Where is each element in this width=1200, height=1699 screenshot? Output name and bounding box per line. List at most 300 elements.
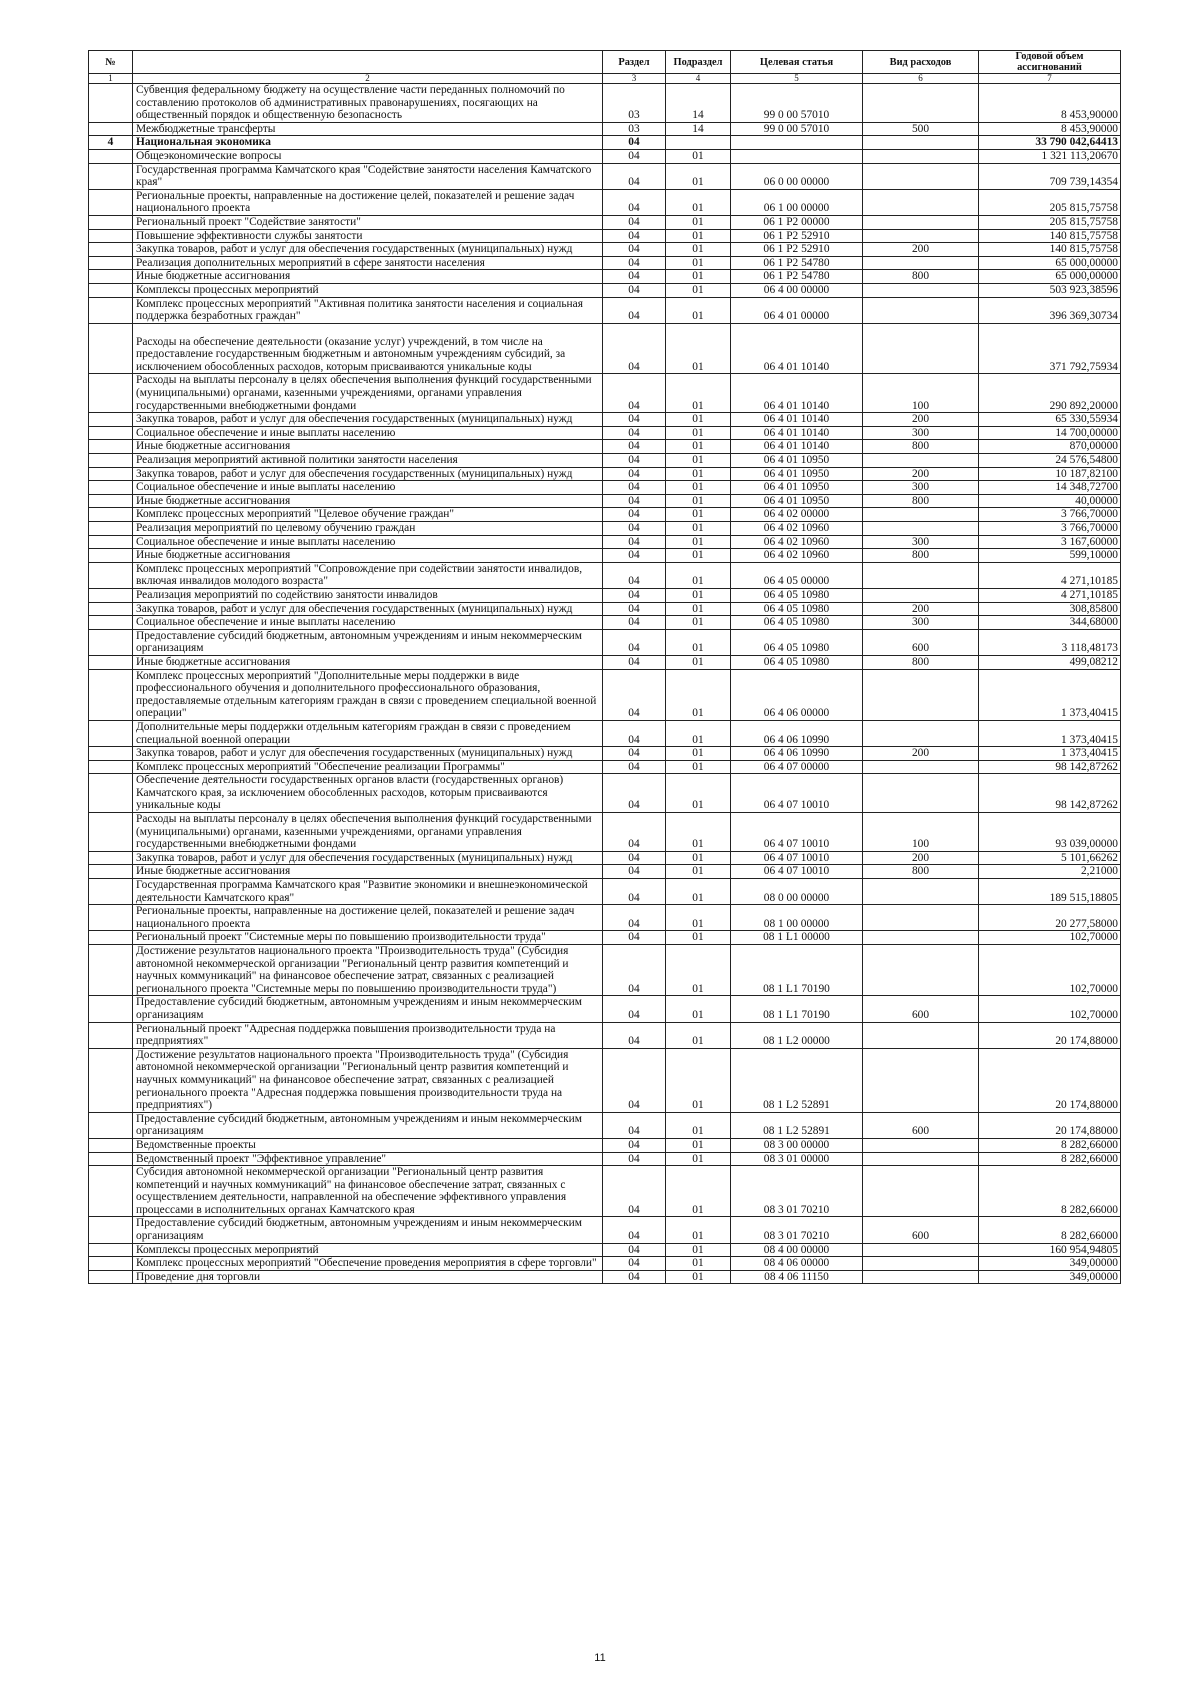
row-podrazdel: 01: [666, 522, 731, 536]
row-amount: 3 766,70000: [979, 508, 1121, 522]
row-vid: [863, 297, 979, 323]
row-amount: 503 923,38596: [979, 283, 1121, 297]
row-vid: 200: [863, 851, 979, 865]
row-name: Социальное обеспечение и иные выплаты населению: [133, 616, 603, 630]
table-row: [89, 163, 1121, 189]
row-podrazdel: 01: [666, 413, 731, 427]
table-row: [89, 256, 1121, 270]
row-name: Иные бюджетные ассигнования: [133, 270, 603, 284]
table-row: [89, 747, 1121, 761]
row-vid: [863, 931, 979, 945]
row-number: [89, 323, 133, 374]
row-number: [89, 163, 133, 189]
row-statya: 06 4 02 00000: [731, 508, 863, 522]
row-razdel: 04: [603, 215, 666, 229]
row-razdel: 04: [603, 163, 666, 189]
row-amount: 1 373,40415: [979, 669, 1121, 720]
row-razdel: 04: [603, 454, 666, 468]
row-name: Иные бюджетные ассигнования: [133, 440, 603, 454]
row-number: 4: [89, 136, 133, 150]
row-amount: 8 282,66000: [979, 1152, 1121, 1166]
row-statya: 08 4 06 11150: [731, 1270, 863, 1284]
column-number-row: [89, 74, 1121, 84]
row-number: [89, 1217, 133, 1243]
row-amount: 499,08212: [979, 655, 1121, 669]
row-statya: 06 1 Р2 52910: [731, 243, 863, 257]
row-podrazdel: 01: [666, 467, 731, 481]
row-podrazdel: 01: [666, 256, 731, 270]
row-statya: 08 3 01 00000: [731, 1152, 863, 1166]
table-row: [89, 616, 1121, 630]
row-podrazdel: 14: [666, 84, 731, 123]
row-razdel: 04: [603, 549, 666, 563]
row-vid: [863, 454, 979, 468]
row-name: Комплекс процессных мероприятий "Сопровождение при содействии занятости инвалидов, включая инвалидов молодого возраста": [133, 562, 603, 588]
table-row: [89, 931, 1121, 945]
row-razdel: 04: [603, 616, 666, 630]
row-number: [89, 508, 133, 522]
row-amount: 290 892,20000: [979, 374, 1121, 413]
row-statya: 08 1 L1 70190: [731, 945, 863, 996]
page-number: 11: [594, 1652, 606, 1664]
row-podrazdel: 01: [666, 440, 731, 454]
row-name: Иные бюджетные ассигнования: [133, 549, 603, 563]
row-razdel: 04: [603, 588, 666, 602]
row-number: [89, 440, 133, 454]
row-number: [89, 602, 133, 616]
row-name: Предоставление субсидий бюджетным, автономным учреждениям и иным некоммерческим организациям: [133, 996, 603, 1022]
row-razdel: 04: [603, 813, 666, 852]
row-name: Реализация дополнительных мероприятий в сфере занятости населения: [133, 256, 603, 270]
row-name: Комплекс процессных мероприятий "Обеспечение проведения мероприятия в сфере торговли": [133, 1257, 603, 1271]
row-razdel: 04: [603, 426, 666, 440]
row-podrazdel: 01: [666, 481, 731, 495]
row-number: [89, 774, 133, 813]
row-amount: 349,00000: [979, 1257, 1121, 1271]
row-razdel: 04: [603, 297, 666, 323]
row-razdel: 04: [603, 720, 666, 746]
row-vid: [863, 1022, 979, 1048]
row-vid: 600: [863, 996, 979, 1022]
row-amount: 870,00000: [979, 440, 1121, 454]
row-vid: [863, 905, 979, 931]
table-row: [89, 1022, 1121, 1048]
row-statya: 06 1 Р2 52910: [731, 229, 863, 243]
row-statya: 06 4 07 10010: [731, 774, 863, 813]
row-statya: 06 4 01 10950: [731, 481, 863, 495]
row-podrazdel: 01: [666, 655, 731, 669]
table-row: [89, 122, 1121, 136]
row-amount: 40,00000: [979, 494, 1121, 508]
row-amount: 1 373,40415: [979, 747, 1121, 761]
row-razdel: 04: [603, 508, 666, 522]
row-statya: 08 1 00 00000: [731, 905, 863, 931]
row-podrazdel: 01: [666, 851, 731, 865]
row-name: Предоставление субсидий бюджетным, автономным учреждениям и иным некоммерческим организациям: [133, 1217, 603, 1243]
table-row: [89, 1257, 1121, 1271]
table-row: [89, 189, 1121, 215]
row-podrazdel: 01: [666, 535, 731, 549]
row-vid: 200: [863, 243, 979, 257]
table-row: [89, 1217, 1121, 1243]
row-amount: 8 282,66000: [979, 1166, 1121, 1217]
row-podrazdel: 01: [666, 374, 731, 413]
row-vid: 300: [863, 426, 979, 440]
row-razdel: 04: [603, 1166, 666, 1217]
table-body: [89, 84, 1121, 1284]
row-vid: 200: [863, 413, 979, 427]
row-name: Комплекс процессных мероприятий "Целевое обучение граждан": [133, 508, 603, 522]
row-name: Проведение дня торговли: [133, 1270, 603, 1284]
row-number: [89, 522, 133, 536]
row-podrazdel: 01: [666, 774, 731, 813]
row-statya: 08 1 L2 00000: [731, 1022, 863, 1048]
table-row: [89, 229, 1121, 243]
row-razdel: 04: [603, 1112, 666, 1138]
row-name: Иные бюджетные ассигнования: [133, 865, 603, 879]
row-podrazdel: 01: [666, 879, 731, 905]
row-vid: [863, 323, 979, 374]
row-number: [89, 1152, 133, 1166]
row-vid: [863, 945, 979, 996]
row-amount: 93 039,00000: [979, 813, 1121, 852]
table-row: [89, 851, 1121, 865]
row-vid: [863, 256, 979, 270]
row-name: Предоставление субсидий бюджетным, автономным учреждениям и иным некоммерческим организациям: [133, 629, 603, 655]
row-statya: 06 4 05 00000: [731, 562, 863, 588]
row-vid: [863, 720, 979, 746]
row-statya: 06 0 00 00000: [731, 163, 863, 189]
row-vid: 500: [863, 122, 979, 136]
table-row: [89, 508, 1121, 522]
row-podrazdel: 01: [666, 669, 731, 720]
row-amount: 20 174,88000: [979, 1112, 1121, 1138]
row-podrazdel: 01: [666, 426, 731, 440]
row-number: [89, 588, 133, 602]
row-amount: 4 271,10185: [979, 588, 1121, 602]
table-row: [89, 655, 1121, 669]
row-razdel: 04: [603, 851, 666, 865]
row-number: [89, 996, 133, 1022]
row-razdel: 04: [603, 865, 666, 879]
row-statya: [731, 149, 863, 163]
row-number: [89, 1243, 133, 1257]
row-name: Социальное обеспечение и иные выплаты населению: [133, 535, 603, 549]
row-name: Закупка товаров, работ и услуг для обеспечения государственных (муниципальных) нужд: [133, 243, 603, 257]
row-number: [89, 562, 133, 588]
row-razdel: 04: [603, 655, 666, 669]
table-row: [89, 549, 1121, 563]
row-number: [89, 297, 133, 323]
row-name: Региональный проект "Системные меры по повышению производительности труда": [133, 931, 603, 945]
row-number: [89, 149, 133, 163]
table-row: [89, 588, 1121, 602]
row-name: Расходы на выплаты персоналу в целях обеспечения выполнения функций государственными (муниципальными) органами, казенными учреждениями, органами управления государственными внебюджетными фондами: [133, 813, 603, 852]
row-name: Обеспечение деятельности государственных органов власти (государственных органов) Камчатского края, за исключением обособленных расходов, которым присваиваются уникальные коды: [133, 774, 603, 813]
row-razdel: 04: [603, 945, 666, 996]
column-number: 5: [731, 74, 863, 84]
row-statya: 06 4 07 10010: [731, 813, 863, 852]
row-number: [89, 535, 133, 549]
row-statya: [731, 136, 863, 150]
row-amount: 20 174,88000: [979, 1048, 1121, 1112]
row-vid: [863, 163, 979, 189]
table-row: [89, 1243, 1121, 1257]
row-statya: 06 4 07 00000: [731, 760, 863, 774]
table-row: [89, 760, 1121, 774]
row-statya: 08 4 06 00000: [731, 1257, 863, 1271]
column-number: 3: [603, 74, 666, 84]
row-vid: [863, 760, 979, 774]
row-amount: 102,70000: [979, 931, 1121, 945]
row-amount: 3 118,48173: [979, 629, 1121, 655]
row-vid: 800: [863, 440, 979, 454]
row-razdel: 04: [603, 602, 666, 616]
header-vid: Вид расходов: [863, 51, 979, 74]
row-name: Иные бюджетные ассигнования: [133, 494, 603, 508]
row-name: Реализация мероприятий по содействию занятости инвалидов: [133, 588, 603, 602]
row-name: Комплекс процессных мероприятий "Дополнительные меры поддержки в виде профессионального обучения и дополнительного профессионального образования, предоставляемые отдельным категориям граждан в связи с проведением специальной военной операции": [133, 669, 603, 720]
table-row: [89, 1270, 1121, 1284]
budget-sheet: [88, 50, 1120, 1284]
row-vid: 600: [863, 1217, 979, 1243]
row-name: Национальная экономика: [133, 136, 603, 150]
row-amount: 10 187,82100: [979, 467, 1121, 481]
row-name: Социальное обеспечение и иные выплаты населению: [133, 426, 603, 440]
row-amount: 20 277,58000: [979, 905, 1121, 931]
row-statya: 06 4 01 10140: [731, 426, 863, 440]
row-number: [89, 1048, 133, 1112]
row-podrazdel: 01: [666, 454, 731, 468]
row-amount: 205 815,75758: [979, 189, 1121, 215]
row-amount: 371 792,75934: [979, 323, 1121, 374]
header-statya: Целевая статья: [731, 51, 863, 74]
row-razdel: 04: [603, 1022, 666, 1048]
row-vid: [863, 84, 979, 123]
row-podrazdel: 01: [666, 283, 731, 297]
row-statya: 06 4 01 10140: [731, 374, 863, 413]
row-vid: [863, 229, 979, 243]
row-name: Закупка товаров, работ и услуг для обеспечения государственных (муниципальных) нужд: [133, 851, 603, 865]
row-number: [89, 760, 133, 774]
row-amount: 140 815,75758: [979, 229, 1121, 243]
row-razdel: 04: [603, 413, 666, 427]
table-row: [89, 243, 1121, 257]
row-razdel: 04: [603, 494, 666, 508]
row-name: Субвенция федеральному бюджету на осуществление части переданных полномочий по составлению протоколов об административных правонарушениях, посягающих на общественный порядок и общественную безопасность: [133, 84, 603, 123]
row-razdel: 04: [603, 481, 666, 495]
table-row: [89, 413, 1121, 427]
row-razdel: 04: [603, 243, 666, 257]
row-vid: 600: [863, 1112, 979, 1138]
row-number: [89, 283, 133, 297]
row-name: Государственная программа Камчатского края "Содействие занятости населения Камчатского края": [133, 163, 603, 189]
row-statya: 06 4 06 00000: [731, 669, 863, 720]
table-row: [89, 297, 1121, 323]
row-number: [89, 1166, 133, 1217]
row-number: [89, 270, 133, 284]
row-razdel: 04: [603, 1257, 666, 1271]
row-podrazdel: 01: [666, 720, 731, 746]
table-row: [89, 774, 1121, 813]
row-podrazdel: 01: [666, 149, 731, 163]
row-podrazdel: 01: [666, 1152, 731, 1166]
row-number: [89, 813, 133, 852]
row-number: [89, 905, 133, 931]
row-podrazdel: 01: [666, 1048, 731, 1112]
table-row: [89, 440, 1121, 454]
table-row: [89, 481, 1121, 495]
row-statya: 06 1 00 00000: [731, 189, 863, 215]
row-number: [89, 629, 133, 655]
row-podrazdel: 01: [666, 1270, 731, 1284]
row-podrazdel: 01: [666, 229, 731, 243]
column-number: 6: [863, 74, 979, 84]
row-vid: 200: [863, 602, 979, 616]
row-name: Комплексы процессных мероприятий: [133, 283, 603, 297]
row-razdel: 04: [603, 535, 666, 549]
row-number: [89, 1270, 133, 1284]
row-amount: 1 373,40415: [979, 720, 1121, 746]
row-vid: 800: [863, 549, 979, 563]
row-podrazdel: 01: [666, 747, 731, 761]
row-vid: [863, 189, 979, 215]
row-name: Закупка товаров, работ и услуг для обеспечения государственных (муниципальных) нужд: [133, 413, 603, 427]
row-razdel: 04: [603, 1152, 666, 1166]
row-vid: 800: [863, 494, 979, 508]
row-number: [89, 122, 133, 136]
row-amount: 65 330,55934: [979, 413, 1121, 427]
row-razdel: 04: [603, 229, 666, 243]
row-podrazdel: 01: [666, 562, 731, 588]
table-row: [89, 467, 1121, 481]
row-razdel: 04: [603, 467, 666, 481]
row-amount: 98 142,87262: [979, 774, 1121, 813]
row-vid: [863, 215, 979, 229]
row-statya: 99 0 00 57010: [731, 84, 863, 123]
row-name: Межбюджетные трансферты: [133, 122, 603, 136]
row-amount: 5 101,66262: [979, 851, 1121, 865]
row-podrazdel: 01: [666, 945, 731, 996]
row-vid: [863, 508, 979, 522]
row-podrazdel: 01: [666, 602, 731, 616]
row-number: [89, 931, 133, 945]
row-vid: [863, 774, 979, 813]
row-statya: 08 4 00 00000: [731, 1243, 863, 1257]
table-row: [89, 1048, 1121, 1112]
row-razdel: 04: [603, 1243, 666, 1257]
row-vid: 800: [863, 865, 979, 879]
row-statya: 06 1 Р2 54780: [731, 270, 863, 284]
row-podrazdel: 01: [666, 1112, 731, 1138]
row-number: [89, 865, 133, 879]
row-amount: 349,00000: [979, 1270, 1121, 1284]
row-razdel: 04: [603, 136, 666, 150]
row-amount: 8 282,66000: [979, 1138, 1121, 1152]
row-razdel: 04: [603, 1138, 666, 1152]
row-name: Расходы на выплаты персоналу в целях обеспечения выполнения функций государственными (муниципальными) органами, казенными учреждениями, органами управления государственными внебюджетными фондами: [133, 374, 603, 413]
row-number: [89, 1138, 133, 1152]
row-number: [89, 494, 133, 508]
column-number: 7: [979, 74, 1121, 84]
row-podrazdel: 01: [666, 323, 731, 374]
header-name: [133, 51, 603, 74]
table-row: [89, 374, 1121, 413]
row-amount: 102,70000: [979, 996, 1121, 1022]
header-row: [89, 51, 1121, 74]
row-amount: 98 142,87262: [979, 760, 1121, 774]
row-statya: 06 1 Р2 00000: [731, 215, 863, 229]
row-name: Комплекс процессных мероприятий "Обеспечение реализации Программы": [133, 760, 603, 774]
table-row: [89, 945, 1121, 996]
row-razdel: 04: [603, 256, 666, 270]
row-amount: 709 739,14354: [979, 163, 1121, 189]
row-statya: 08 1 L1 00000: [731, 931, 863, 945]
row-vid: [863, 669, 979, 720]
row-podrazdel: 01: [666, 931, 731, 945]
row-podrazdel: 01: [666, 297, 731, 323]
row-number: [89, 374, 133, 413]
row-number: [89, 851, 133, 865]
row-statya: 99 0 00 57010: [731, 122, 863, 136]
header-podrazdel: Подраздел: [666, 51, 731, 74]
row-name: Закупка товаров, работ и услуг для обеспечения государственных (муниципальных) нужд: [133, 467, 603, 481]
row-number: [89, 229, 133, 243]
row-vid: [863, 1048, 979, 1112]
row-razdel: 04: [603, 669, 666, 720]
row-name: Региональные проекты, направленные на достижение целей, показателей и решение задач национального проекта: [133, 189, 603, 215]
table-row: [89, 562, 1121, 588]
row-statya: 08 3 01 70210: [731, 1217, 863, 1243]
row-amount: 4 271,10185: [979, 562, 1121, 588]
row-name: Комплекс процессных мероприятий "Активная политика занятости населения и социальная поддержка безработных граждан": [133, 297, 603, 323]
row-number: [89, 454, 133, 468]
row-podrazdel: 01: [666, 1138, 731, 1152]
row-statya: 06 4 01 10140: [731, 323, 863, 374]
row-podrazdel: 01: [666, 629, 731, 655]
row-vid: [863, 1138, 979, 1152]
row-statya: 06 4 01 10140: [731, 440, 863, 454]
row-vid: 200: [863, 467, 979, 481]
row-statya: 06 4 01 10950: [731, 467, 863, 481]
row-razdel: 03: [603, 122, 666, 136]
row-statya: 06 4 02 10960: [731, 522, 863, 536]
row-razdel: 04: [603, 374, 666, 413]
row-name: Предоставление субсидий бюджетным, автономным учреждениям и иным некоммерческим организациям: [133, 1112, 603, 1138]
row-number: [89, 1257, 133, 1271]
row-amount: 160 954,94805: [979, 1243, 1121, 1257]
row-statya: 06 4 01 10950: [731, 454, 863, 468]
row-number: [89, 467, 133, 481]
column-number: 1: [89, 74, 133, 84]
row-podrazdel: 01: [666, 1217, 731, 1243]
header-razdel: Раздел: [603, 51, 666, 74]
table-row: [89, 813, 1121, 852]
table-row: [89, 1152, 1121, 1166]
row-razdel: 04: [603, 996, 666, 1022]
row-podrazdel: 01: [666, 508, 731, 522]
row-name: Ведомственный проект "Эффективное управление": [133, 1152, 603, 1166]
row-vid: [863, 879, 979, 905]
row-number: [89, 616, 133, 630]
row-number: [89, 720, 133, 746]
row-amount: 65 000,00000: [979, 256, 1121, 270]
row-vid: [863, 1270, 979, 1284]
row-statya: 06 4 06 10990: [731, 747, 863, 761]
row-podrazdel: 01: [666, 189, 731, 215]
row-number: [89, 215, 133, 229]
row-number: [89, 747, 133, 761]
